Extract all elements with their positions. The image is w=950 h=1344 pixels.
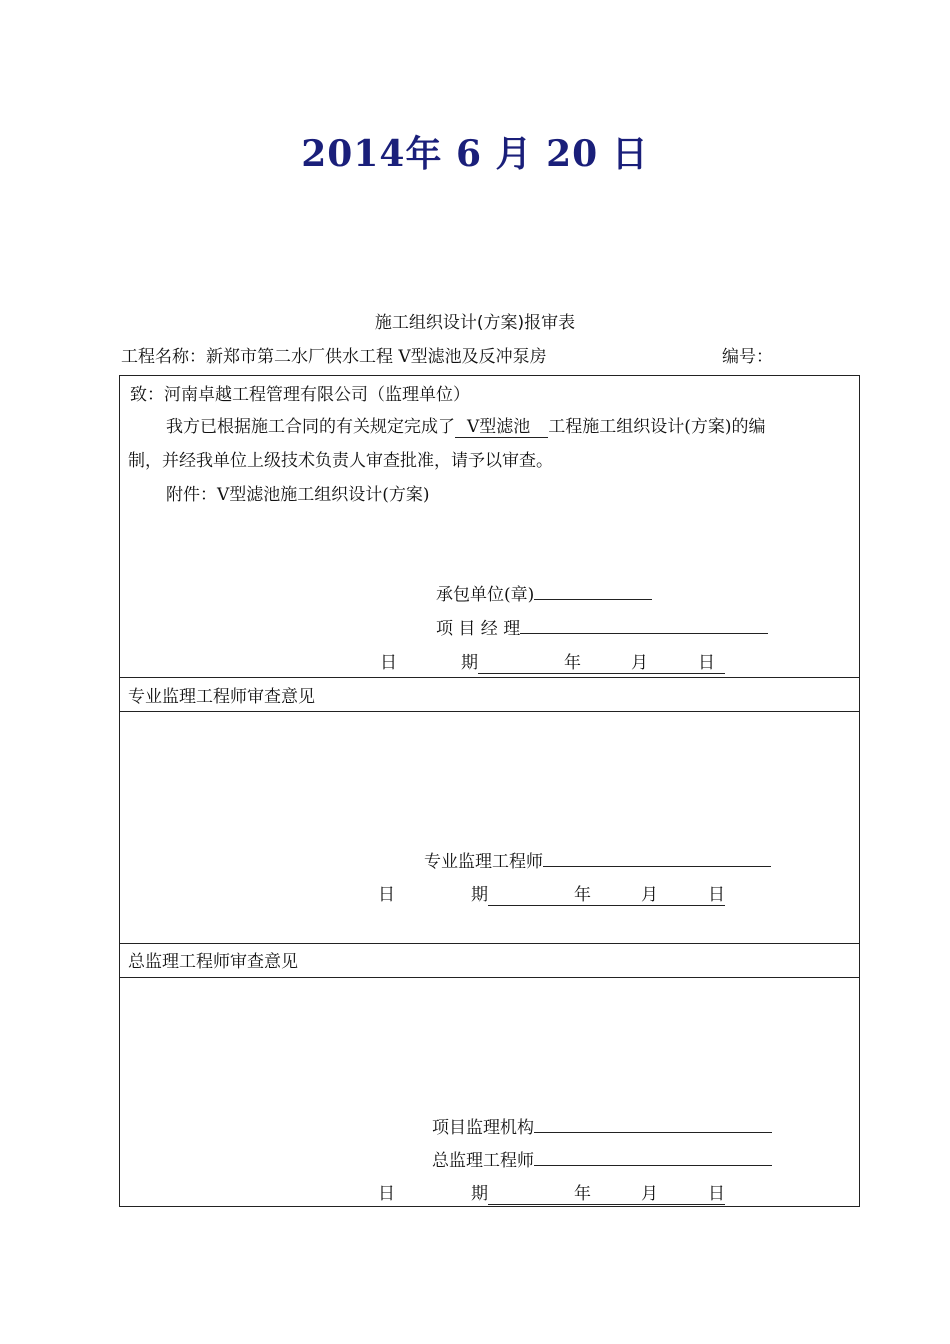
date-label: 期 xyxy=(471,1184,488,1204)
addressee: 致：河南卓越工程管理有限公司（监理单位） xyxy=(130,385,470,405)
form-title: 施工组织设计(方案)报审表 xyxy=(374,313,576,333)
date-label: 日 xyxy=(380,653,397,673)
manager-blank xyxy=(520,615,768,634)
date-label: 日 xyxy=(378,885,395,905)
org-blank xyxy=(534,1114,772,1133)
date-blank xyxy=(488,1179,725,1205)
day-label: 日 xyxy=(708,885,725,905)
contractor-label: 承包单位(章) xyxy=(436,585,535,605)
specialist-label: 专业监理工程师 xyxy=(424,852,543,872)
specialist-review-header: 专业监理工程师审查意见 xyxy=(128,687,315,707)
chief-label: 总监理工程师 xyxy=(432,1151,534,1171)
chief-date-line xyxy=(378,1179,725,1205)
submission-date-line xyxy=(380,648,725,674)
table-divider xyxy=(119,977,860,978)
table-divider xyxy=(119,711,860,712)
year-label: 年 xyxy=(574,1184,591,1204)
month-label: 月 xyxy=(641,885,658,905)
year-label: 年 xyxy=(574,885,591,905)
manager-signature-line xyxy=(436,614,768,639)
manager-label: 项 目 经 理 xyxy=(436,619,521,639)
day-label: 日 xyxy=(708,1184,725,1204)
date-label: 日 xyxy=(378,1184,395,1204)
paragraph-prefix: 我方已根据施工合同的有关规定完成了 xyxy=(166,417,455,437)
chief-blank xyxy=(534,1147,772,1166)
chief-review-header: 总监理工程师审查意见 xyxy=(128,952,298,972)
project-fill: V型滤池 xyxy=(455,417,548,438)
table-divider xyxy=(119,677,860,678)
date-blank xyxy=(478,648,725,674)
org-signature-line xyxy=(432,1113,772,1138)
month-label: 月 xyxy=(641,1184,658,1204)
submission-paragraph-cont: 制，并经我单位上级技术负责人审查批准，请予以审查。 xyxy=(128,451,553,471)
date-label: 期 xyxy=(471,885,488,905)
heading-date: 2014年 6 月 20 日 xyxy=(301,133,649,175)
specialist-signature-line xyxy=(424,847,771,872)
org-label: 项目监理机构 xyxy=(432,1118,534,1138)
project-name: 工程名称：新郑市第二水厂供水工程 V型滤池及反冲泵房 xyxy=(121,347,547,367)
number-label: 编号： xyxy=(722,347,773,367)
date-label: 期 xyxy=(461,653,478,673)
month-label: 月 xyxy=(631,653,648,673)
specialist-date-line xyxy=(378,880,725,906)
specialist-blank xyxy=(543,848,771,867)
day-label: 日 xyxy=(698,653,715,673)
contractor-signature-line xyxy=(436,580,652,605)
chief-signature-line xyxy=(432,1146,772,1171)
table-divider xyxy=(119,943,860,944)
paragraph-suffix: 工程施工组织设计(方案)的编 xyxy=(548,417,766,437)
year-label: 年 xyxy=(564,653,581,673)
date-blank xyxy=(488,880,725,906)
submission-paragraph xyxy=(166,412,766,437)
contractor-blank xyxy=(534,581,652,600)
attachment-line: 附件：V型滤池施工组织设计(方案) xyxy=(166,485,430,505)
